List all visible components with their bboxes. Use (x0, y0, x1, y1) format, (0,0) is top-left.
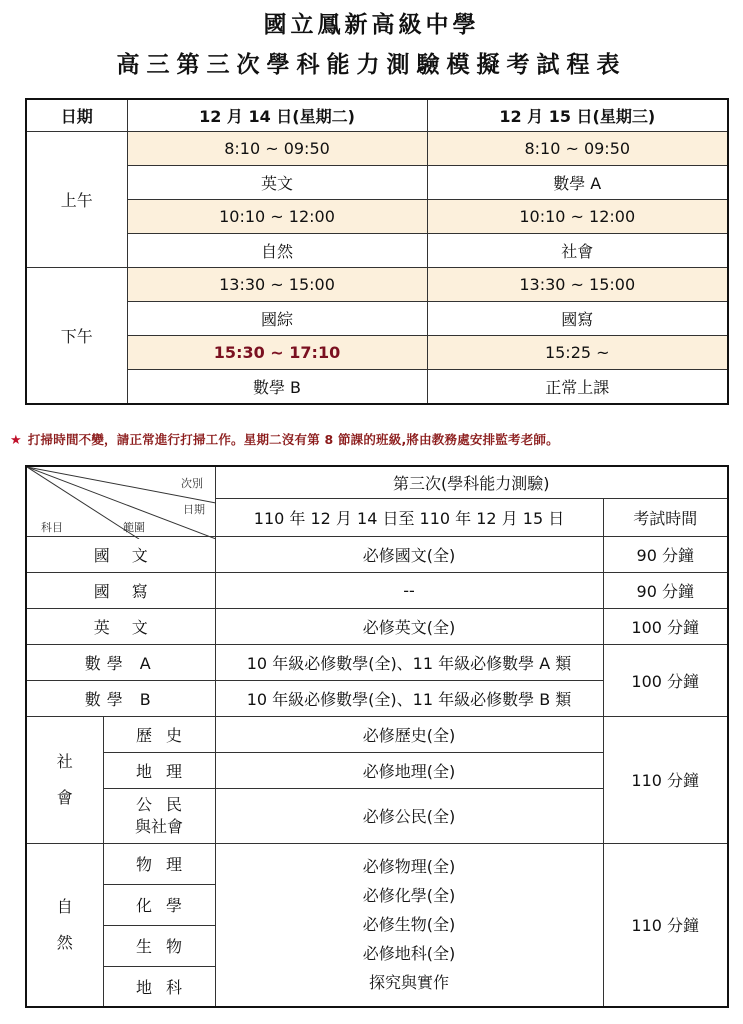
subject-cell: 社會 (427, 234, 728, 268)
time-cell: 100 分鐘 (603, 644, 728, 716)
table-row (26, 234, 728, 268)
table-row (26, 716, 728, 752)
subject-biology: 生物 (103, 925, 215, 966)
scope-cell: -- (215, 572, 603, 608)
table-row (26, 132, 728, 166)
table-row (26, 608, 728, 644)
civics-line2: 與社會 (134, 816, 183, 836)
time-cell: 110 分鐘 (603, 716, 728, 843)
group-social-char1: 社 (56, 751, 73, 771)
time-cell: 13:30 ~ 15:00 (127, 268, 427, 302)
time-cell: 10:10 ~ 12:00 (127, 200, 427, 234)
day2-header: 12 月 15 日(星期三) (427, 99, 728, 132)
subject-cell: 國綜 (127, 302, 427, 336)
time-header: 考試時間 (603, 498, 728, 536)
scope-line: 探究與實作 (368, 973, 449, 993)
time-cell: 90 分鐘 (603, 536, 728, 572)
subject-cell: 英文 (127, 166, 427, 200)
subject-cell: 國寫 (427, 302, 728, 336)
scope-cell: 必修歷史(全) (215, 716, 603, 752)
notice-text: 打掃時間不變，請正常進行打掃工作。星期二沒有第 8 節課的班級,將由教務處安排監考老師。 (27, 432, 559, 447)
scope-cell: 必修英文(全) (215, 608, 603, 644)
time-cell: 15:25 ~ (427, 336, 728, 370)
test-name: 第三次(學科能力測驗) (215, 466, 728, 498)
scope-cell: 10 年級必修數學(全)、11 年級必修數學 A 類 (215, 644, 603, 680)
scope-line: 必修生物(全) (362, 915, 456, 935)
day1-header: 12 月 14 日(星期二) (127, 99, 427, 132)
subject-cell: 數學 B (127, 370, 427, 405)
subject-english: 英文 (26, 608, 215, 644)
star-icon: ★ (10, 433, 22, 448)
table-row (26, 336, 728, 370)
group-science-char1: 自 (56, 896, 73, 916)
schedule-table (25, 98, 729, 405)
scope-line: 必修地科(全) (362, 944, 456, 964)
subject-table (25, 465, 729, 1008)
subject-geography: 地理 (103, 752, 215, 788)
schedule-title: 高三第三次學科能力測驗模擬考試程表 (116, 51, 627, 78)
date-label: 日期 (183, 503, 205, 516)
time-cell: 8:10 ~ 09:50 (127, 132, 427, 166)
subject-writing: 國寫 (26, 572, 215, 608)
table-row (26, 166, 728, 200)
time-cell: 13:30 ~ 15:00 (427, 268, 728, 302)
group-social (26, 716, 103, 843)
school-title: 國立鳳新高級中學 (263, 11, 480, 38)
scope-line: 必修化學(全) (362, 886, 456, 906)
notice (10, 430, 740, 448)
scope-line: 必修物理(全) (362, 857, 456, 877)
table-row (26, 268, 728, 302)
table-row (26, 843, 728, 884)
subject-cell: 自然 (127, 234, 427, 268)
scope-cell: 必修公民(全) (215, 788, 603, 843)
subject-earth-science: 地科 (103, 966, 215, 1007)
scope-cell: 必修國文(全) (215, 536, 603, 572)
table-row (26, 302, 728, 336)
time-cell: 90 分鐘 (603, 572, 728, 608)
scope-label: 範圍 (123, 521, 145, 534)
table-row (26, 572, 728, 608)
science-scope-cell (215, 843, 603, 1007)
group-science-char2: 然 (56, 932, 73, 952)
group-social-char2: 會 (56, 787, 73, 807)
subject-cell: 正常上課 (427, 370, 728, 405)
date-range: 110 年 12 月 14 日至 110 年 12 月 15 日 (215, 498, 603, 536)
order-label: 次別 (181, 477, 203, 490)
group-science (26, 843, 103, 1007)
date-header: 日期 (26, 99, 127, 132)
subject-chinese: 國文 (26, 536, 215, 572)
subject-label: 科目 (41, 521, 63, 534)
schedule-header-row (26, 99, 728, 132)
subject-chemistry: 化學 (103, 884, 215, 925)
table-row (26, 466, 728, 498)
table-row (26, 644, 728, 680)
scope-cell: 10 年級必修數學(全)、11 年級必修數學 B 類 (215, 680, 603, 716)
time-cell: 10:10 ~ 12:00 (427, 200, 728, 234)
table-row (26, 370, 728, 405)
afternoon-label: 下午 (26, 268, 127, 405)
subject-physics: 物理 (103, 843, 215, 884)
civics-line1: 公民 (135, 794, 196, 814)
subject-history: 歷史 (103, 716, 215, 752)
subject-math-b: 數學 B (26, 680, 215, 716)
table-row (26, 200, 728, 234)
time-cell: 110 分鐘 (603, 843, 728, 1007)
subject-cell: 數學 A (427, 166, 728, 200)
subject-math-a: 數學 A (26, 644, 215, 680)
time-cell-highlight: 15:30 ~ 17:10 (127, 336, 427, 370)
scope-cell: 必修地理(全) (215, 752, 603, 788)
corner-header (26, 466, 215, 536)
time-cell: 8:10 ~ 09:50 (427, 132, 728, 166)
morning-label: 上午 (26, 132, 127, 268)
time-cell: 100 分鐘 (603, 608, 728, 644)
subject-civics (103, 788, 215, 843)
table-row (26, 536, 728, 572)
